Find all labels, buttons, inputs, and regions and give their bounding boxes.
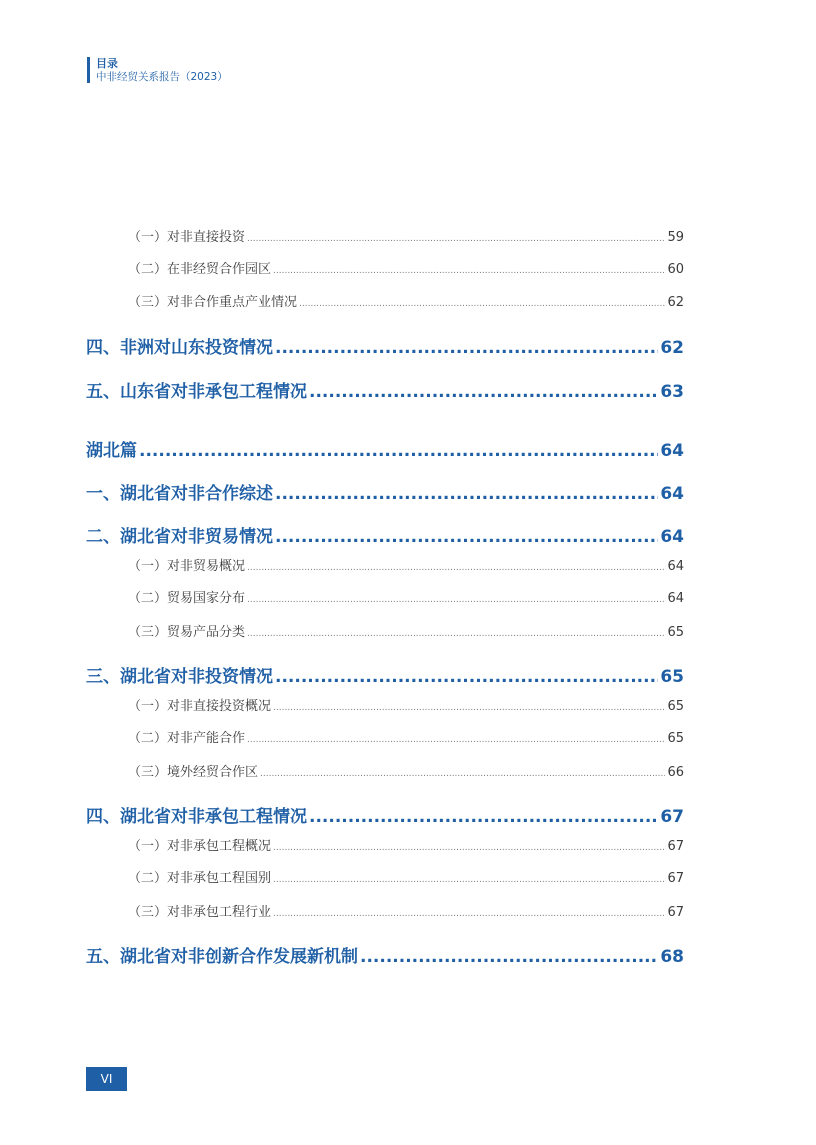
toc-entry-page: 65 [667, 731, 684, 746]
toc-section-label: 三、湖北省对非投资情况 [86, 667, 273, 687]
dot-leader [275, 338, 658, 358]
toc-entry[interactable] [128, 226, 684, 245]
toc-section-page: 68 [660, 947, 684, 967]
dot-leader [273, 843, 665, 853]
toc-section-page: 64 [660, 527, 684, 547]
page-number-badge: VI [86, 1067, 127, 1091]
toc-entry-label: （二）贸易国家分布 [128, 591, 246, 606]
toc-section-label: 五、山东省对非承包工程情况 [86, 382, 307, 402]
toc-entry-label: （二）在非经贸合作园区 [128, 262, 272, 277]
toc-entry[interactable] [128, 587, 684, 606]
toc-part-page: 64 [660, 441, 684, 461]
toc-section[interactable] [86, 377, 684, 402]
toc-section-label: 二、湖北省对非贸易情况 [86, 527, 273, 547]
dot-leader [275, 527, 658, 547]
toc-section-page: 67 [660, 807, 684, 827]
header-accent-bar [87, 57, 90, 83]
dot-leader [273, 266, 665, 276]
toc-entry[interactable] [128, 258, 684, 277]
toc-entry-page: 65 [667, 625, 684, 640]
dot-leader [275, 484, 658, 504]
toc-entry-label: （二）对非承包工程国别 [128, 871, 272, 886]
toc-entry-label: （一）对非直接投资 [128, 230, 246, 245]
dot-leader [360, 947, 658, 967]
toc-section[interactable] [86, 662, 684, 687]
toc-section-label: 四、湖北省对非承包工程情况 [86, 807, 307, 827]
toc-section-label: 一、湖北省对非合作综述 [86, 484, 273, 504]
dot-leader [139, 441, 658, 461]
toc-section-page: 64 [660, 484, 684, 504]
toc-entry-label: （二）对非产能合作 [128, 731, 246, 746]
toc-entry-page: 60 [667, 262, 684, 277]
toc-section[interactable] [86, 479, 684, 504]
dot-leader [260, 769, 665, 779]
dot-leader [273, 875, 665, 885]
toc-entry[interactable] [128, 555, 684, 574]
toc-section-label: 四、非洲对山东投资情况 [86, 338, 273, 358]
toc-entry-page: 67 [667, 871, 684, 886]
toc-section[interactable] [86, 802, 684, 827]
toc-section-page: 62 [660, 338, 684, 358]
toc-entry-page: 64 [667, 591, 684, 606]
dot-leader [275, 667, 658, 687]
toc-entry-label: （一）对非直接投资概况 [128, 699, 272, 714]
dot-leader [309, 807, 658, 827]
toc-section-page: 65 [660, 667, 684, 687]
dot-leader [247, 234, 665, 244]
toc-entry-label: （三）对非合作重点产业情况 [128, 295, 298, 310]
toc-entry-label: （三）对非承包工程行业 [128, 905, 272, 920]
toc-section[interactable] [86, 942, 684, 967]
dot-leader [247, 563, 665, 573]
toc-entry-page: 65 [667, 699, 684, 714]
toc-entry[interactable] [128, 761, 684, 780]
dot-leader [247, 735, 665, 745]
toc-entry-label: （一）对非贸易概况 [128, 559, 246, 574]
toc-entry[interactable] [128, 835, 684, 854]
toc-entry-page: 66 [667, 765, 684, 780]
toc-entry[interactable] [128, 727, 684, 746]
dot-leader [273, 703, 665, 713]
toc-entry[interactable] [128, 621, 684, 640]
toc-entry-page: 59 [667, 230, 684, 245]
toc-entry[interactable] [128, 867, 684, 886]
dot-leader [247, 595, 665, 605]
toc-entry[interactable] [128, 291, 684, 310]
toc-section-page: 63 [660, 382, 684, 402]
toc-section-label: 五、湖北省对非创新合作发展新机制 [86, 947, 358, 967]
header-subtitle: 中非经贸关系报告（2023） [96, 71, 228, 83]
toc-entry[interactable] [128, 901, 684, 920]
toc-entry-label: （三）贸易产品分类 [128, 625, 246, 640]
toc-entry-label: （三）境外经贸合作区 [128, 765, 259, 780]
header-title: 目录 [96, 57, 118, 70]
toc-entry-page: 67 [667, 839, 684, 854]
toc-section[interactable] [86, 522, 684, 547]
toc-section[interactable] [86, 333, 684, 358]
toc-entry[interactable] [128, 695, 684, 714]
toc-entry-page: 64 [667, 559, 684, 574]
dot-leader [299, 299, 665, 309]
toc-entry-page: 62 [667, 295, 684, 310]
dot-leader [309, 382, 658, 402]
toc-entry-page: 67 [667, 905, 684, 920]
dot-leader [273, 909, 665, 919]
dot-leader [247, 629, 665, 639]
toc-part-label: 湖北篇 [86, 441, 137, 461]
toc-part[interactable] [86, 436, 684, 461]
toc-entry-label: （一）对非承包工程概况 [128, 839, 272, 854]
